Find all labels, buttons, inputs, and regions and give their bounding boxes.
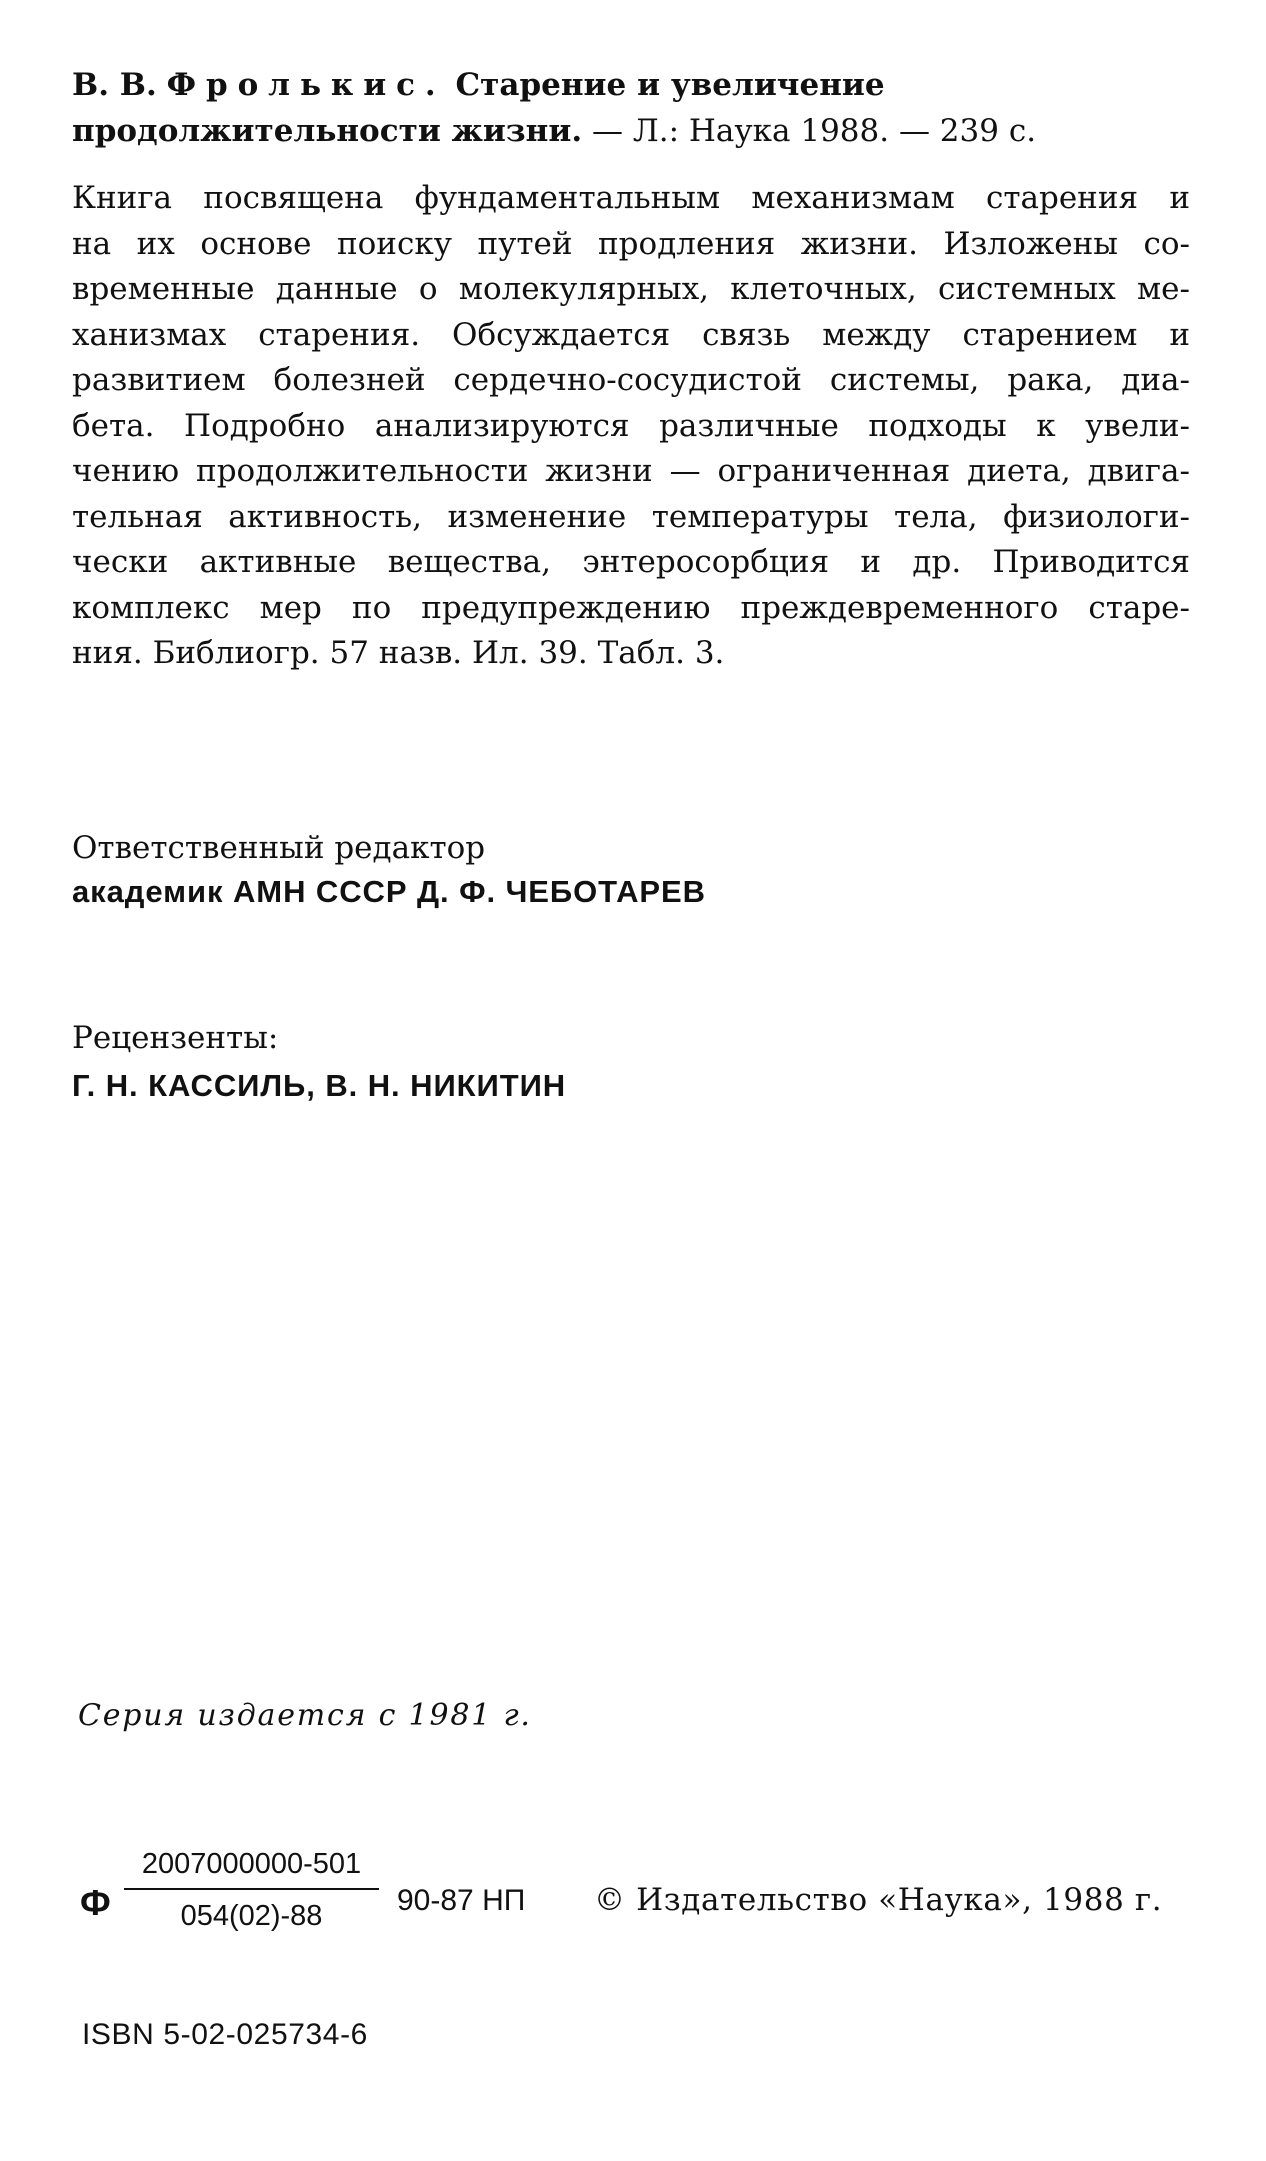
- annotation-line: чески активные вещества, энтеросорбция и др. Приводится: [72, 544, 1190, 580]
- isbn: ISBN 5-02-025734-6: [82, 2018, 368, 2051]
- annotation-line: Книга посвящена фундаментальным механизмам старения и: [72, 180, 1190, 216]
- annotation-line: развитием болезней сердечно-сосудистой системы, рака, диа-: [72, 362, 1190, 398]
- imprint-block: [72, 1844, 1202, 1964]
- bibliographic-citation: [72, 62, 1190, 154]
- imprint-numerator: 2007000000-501: [141, 1848, 362, 1880]
- annotation-line: бета. Подробно анализируются различные подходы к увели-: [72, 407, 1190, 444]
- annotation-line: временные данные о молекулярных, клеточных, системных ме-: [72, 271, 1190, 307]
- annotation-line: ния. Библиогр. 57 назв. Ил. 39. Табл. 3.: [72, 635, 725, 671]
- imprint-fraction: [124, 1844, 379, 1936]
- annotation-paragraph: [72, 176, 1190, 677]
- imprint-index-letter: Ф: [80, 1882, 111, 1923]
- imprint-denominator: 054(02)-88: [180, 1900, 323, 1932]
- imprint-code: 90-87 НП: [397, 1884, 526, 1917]
- book-title: Старение и увеличение продолжительности жизни.: [72, 67, 885, 149]
- reviewers-names: Г. Н. КАССИЛЬ, В. Н. НИКИТИН: [72, 1068, 567, 1103]
- annotation-line: комплекс мер по предупреждению преждевременного старе-: [72, 589, 1190, 626]
- annotation-line: тельная активность, изменение температуры тела, физиологи-: [72, 498, 1190, 535]
- series-note: Серия издается с 1981 г.: [78, 1698, 532, 1733]
- fraction-bar: [124, 1888, 379, 1890]
- editor-name: академик АМН СССР Д. Ф. ЧЕБОТАРЕВ: [72, 874, 706, 909]
- annotation-line: чению продолжительности жизни — ограниченная диета, двига-: [72, 453, 1190, 489]
- reviewers-label: Рецензенты:: [72, 1020, 279, 1056]
- copyright-notice: © Издательство «Наука», 1988 г.: [594, 1882, 1163, 1918]
- editor-label: Ответственный редактор: [72, 830, 486, 866]
- publication-details: — Л.: Наука 1988. — 239 с.: [592, 113, 1037, 149]
- annotation-line: ханизмах старения. Обсуждается связь между старением и: [72, 316, 1190, 353]
- annotation-line: на их основе поиску путей продления жизни. Изложены со-: [72, 225, 1190, 262]
- author-surname: Фролькис.: [166, 67, 446, 103]
- author-initials: В. В.: [72, 67, 157, 103]
